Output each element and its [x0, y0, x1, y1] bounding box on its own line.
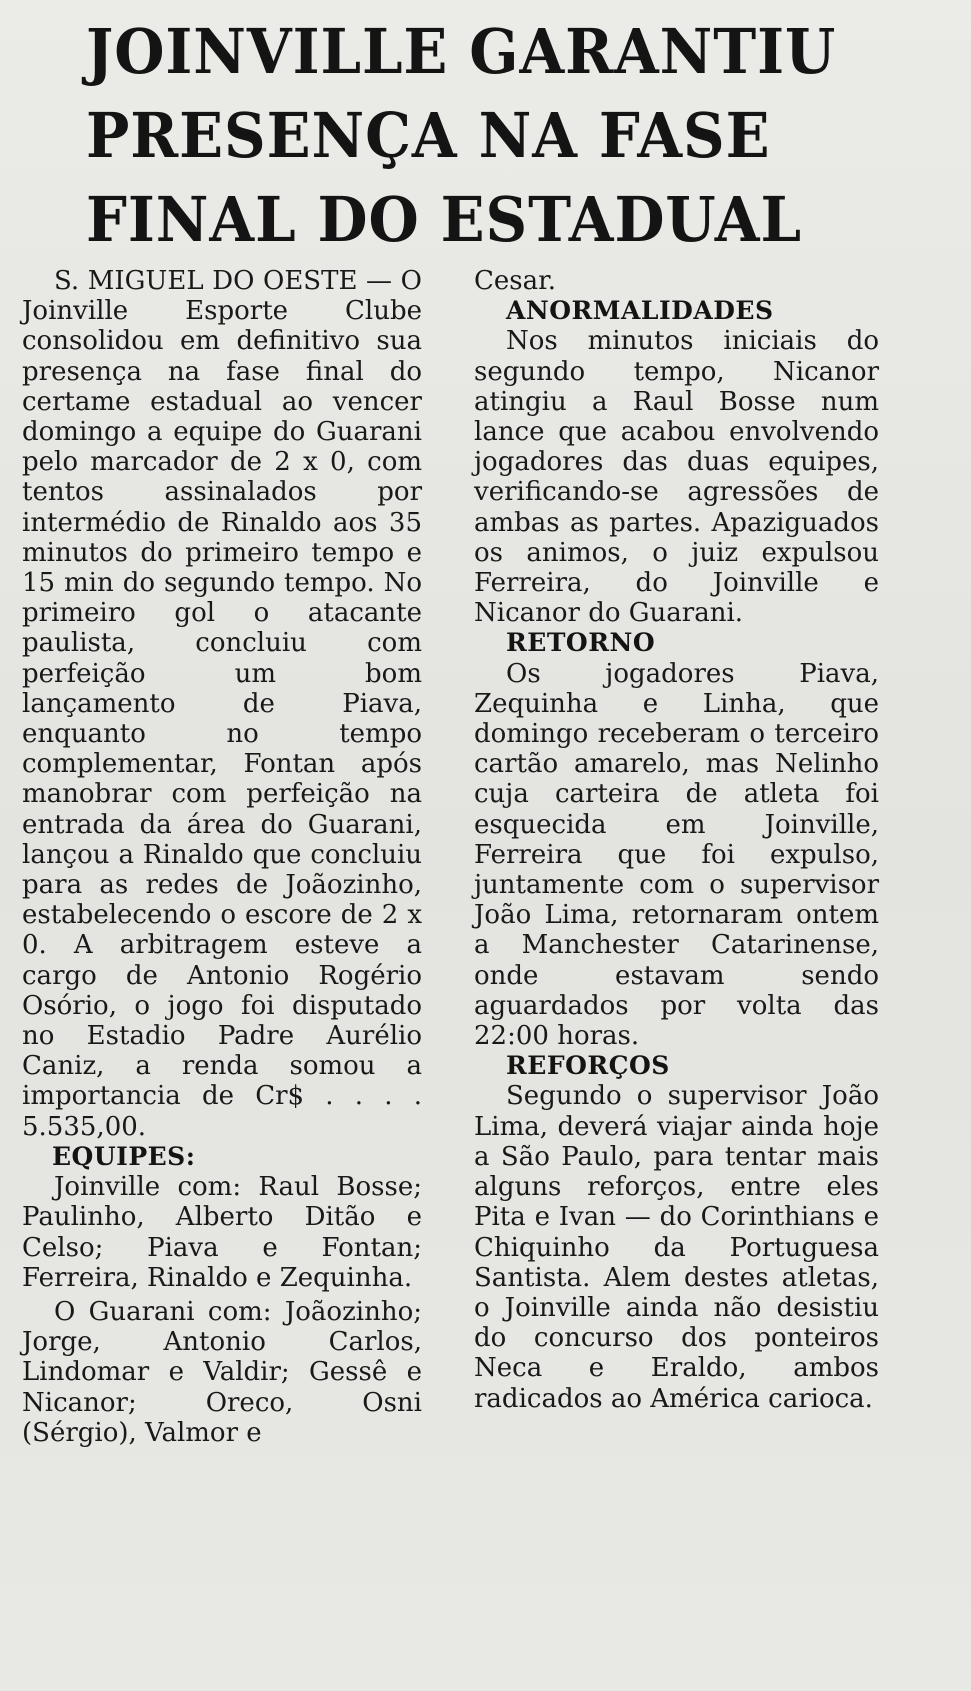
headline-line-1: JOINVILLE GARANTIU [86, 15, 837, 88]
paragraph-retorno: Os jogadores Piava, Zequinha e Linha, que domingo receberam o terceiro cartão amarelo, mas Nelinho cuja carteira de atleta foi esquecida em Joinville, Ferreira que foi expulso, juntamente com o supervisor João Lima, retornaram ontem a Manchester Catarinense, onde estavam sendo aguardados por volta das 22:00 horas. [474, 658, 879, 1052]
right-column [474, 266, 879, 1414]
headline-line-3: FINAL DO ESTADUAL [86, 183, 802, 256]
left-column [22, 266, 422, 1448]
subheading-equipes: EQUIPES: [52, 1141, 196, 1171]
lineup-joinville: Joinville com: Raul Bosse; Paulinho, Alberto Ditão e Celso; Piava e Fontan; Ferreira, Rinaldo e Zequinha. [22, 1172, 422, 1293]
paragraph-reforcos: Segundo o supervisor João Lima, deverá viajar ainda hoje a São Paulo, para tentar mais alguns reforços, entre eles Pita e Ivan — do Corinthians e Chiquinho da Portuguesa Santista. Alem destes atletas, o Joinville ainda não desistiu do concurso dos ponteiros Neca e Eraldo, ambos radicados ao América carioca. [474, 1081, 879, 1414]
lead-paragraph: S. MIGUEL DO OESTE — O Joinville Esporte Clube consolidou em definitivo sua presença na fase final do certame estadual ao vencer domingo a equipe do Guarani pelo marcador de 2 x 0, com tentos assinalados por intermédio de Rinaldo aos 35 minutos do primeiro tempo e 15 min do segundo tempo. No primeiro gol o atacante paulista, concluiu com perfeição um bom lançamento de Piava, enquanto no tempo complementar, Fontan após manobrar com perfeição na entrada da área do Guarani, lançou a Rinaldo que concluiu para as redes de Joãozinho, estabelecendo o escore de 2 x 0. A arbitragem esteve a cargo de Antonio Rogério Osório, o jogo foi disputado no Estadio Padre Aurélio Caniz, a renda somou a importancia de Cr$ . . . . 5.535,00. [22, 266, 422, 1142]
headline [86, 10, 886, 262]
subheading-reforcos: REFORÇOS [506, 1051, 670, 1081]
subheading-anormalidades: ANORMALIDADES [506, 296, 774, 326]
lineup-guarani: O Guarani com: Joãozinho; Jorge, Antonio Carlos, Lindomar e Valdir; Gessê e Nicanor; Oreco, Osni (Sérgio), Valmor e [22, 1296, 422, 1448]
paragraph-anormalidades: Nos minutos iniciais do segundo tempo, Nicanor atingiu a Raul Bosse num lance que acabou envolvendo jogadores das duas equipes, verificando-se agressões de ambas as partes. Apaziguados os animos, o juiz expulsou Ferreira, do Joinville e Nicanor do Guarani. [474, 326, 879, 629]
lineup-guarani-continued: Cesar. [474, 266, 556, 296]
subheading-retorno: RETORNO [506, 628, 656, 658]
headline-line-2: PRESENÇA NA FASE [86, 99, 771, 172]
